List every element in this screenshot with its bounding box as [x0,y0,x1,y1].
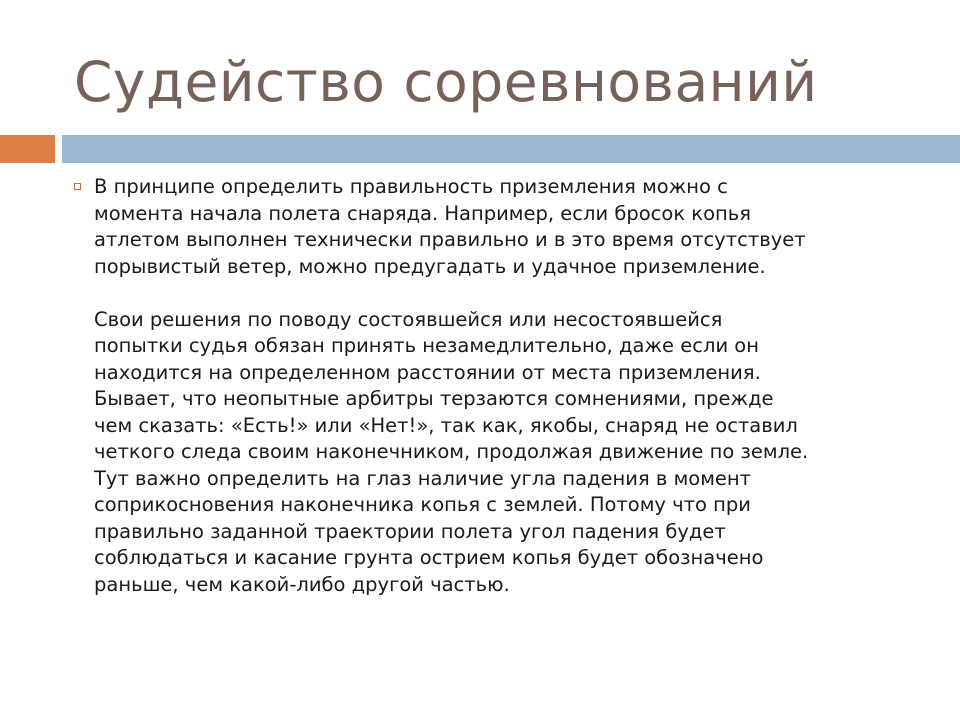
accent-bar-orange [0,135,55,163]
text-line: В принципе определить правильность приземления можно с [94,175,728,198]
paragraph-2 [94,307,924,599]
text-line: правильно заданной траектории полета угол падения будет [94,519,726,543]
text-line: Тут важно определить на глаз наличие угла падения в момент [94,466,752,490]
text-line: соприкосновения наконечника копья с землей. Потому что при [94,493,751,516]
text-line: порывистый ветер, можно предугадать и удачное приземление. [94,254,766,278]
text-line: Бывает, что неопытные арбитры терзаются сомнениями, прежде [94,387,774,410]
square-bullet-icon [74,183,81,190]
text-line: соблюдаться и касание грунта острием копья будет обозначено [94,546,764,569]
slide-body [94,174,924,598]
paragraph-gap [94,280,924,307]
text-line: раньше, чем какой-либо другой частью. [94,572,510,596]
text-line: чем сказать: «Есть!» или «Нет!», так как, якобы, снаряд не оставил [94,413,798,437]
text-line: атлетом выполнен технически правильно и в это время отсутствует [94,228,806,251]
text-line: четкого следа своим наконечником, продолжая движение по земле. [94,440,809,463]
text-line: находится на определенном расстоянии от места приземления. [94,360,761,384]
slide-title: Судейство соревнований [74,50,818,114]
text-line: Свои решения по поводу состоявшейся или несостоявшейся [94,307,723,331]
accent-bar-blue [62,135,960,163]
text-line: попытки судья обязан принять незамедлительно, даже если он [94,334,759,357]
paragraph-1 [94,174,924,280]
text-line: момента начала полета снаряда. Например, если бросок копья [94,201,751,225]
